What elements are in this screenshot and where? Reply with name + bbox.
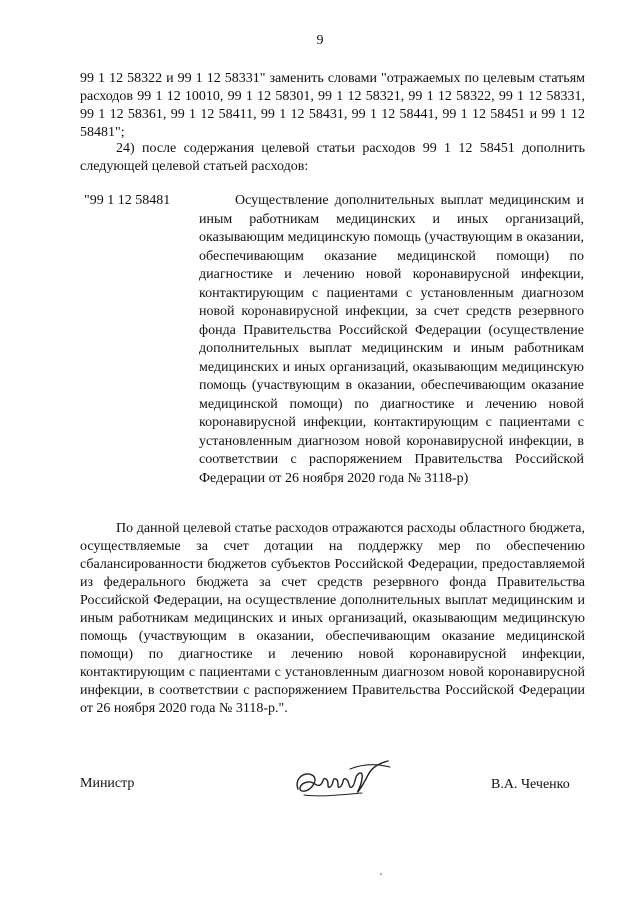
article-code: "99 1 12 58481 [84,193,171,208]
item-24-paragraph [80,140,585,176]
explanation-paragraph: По данной целевой статье расходов отражаются расходы областного бюджета, осуществляемые за счет дотации на поддержку мер по обеспечению сбалансированности бюджетов субъектов Российской Федерации, предоставляемой из федерального бюджета за счет средств резервного фонда Правительства Российской Федерации, на осуществление дополнительных выплат медицинским и иным работникам медицинских и иных организаций, оказывающим медицинскую помощь (участвующим в оказании, обеспечивающим оказание медицинской помощи) по диагностике и лечению новой коронавирусной инфекции, контактирующим с пациентами с установленным диагнозом новой коронавирусной инфекции, в соответствии с распоряжением Правительства Российской Федерации от 26 ноября 2020 года № 3118-р.". [80,521,585,716]
article-description: Осуществление дополнительных выплат медицинским и иным работникам медицинских и иных организаций, оказывающим медицинскую помощь (участвующим в оказании, обеспечивающим оказание медицинской помощи) по диагностике и лечению новой коронавирусной инфекции, контактирующим с пациентами с установленным диагнозом новой коронавирусной инфекции, за счет средств резервного фонда Правительства Российской Федерации (осуществление дополнительных выплат медицинским и иным работникам медицинских и иных организаций, оказывающим медицинскую помощь (участвующим в оказании, обеспечивающим оказание медицинской помощи) по диагностике и лечению новой коронавирусной инфекции, контактирующим с пациентами с установленным диагнозом новой коронавирусной инфекции, в соответствии с распоряжением Правительства Российской Федерации от 26 ноября 2020 года № 3118-р) [199,193,584,486]
amendment-paragraph: 99 1 12 58322 и 99 1 12 58331" заменить словами "отражаемых по целевым статьям расходов 99 1 12 10010, 99 1 12 58301, 99 1 12 58321, 99 1 12 58322, 99 1 12 58331, 99 1 12 58361, 99 1 12 58411, 99 1 12 58431, 99 1 12 58441, 99 1 12 58451 и 99 1 12 58481"; [80,71,585,140]
scan-speck [380,873,382,875]
signatory-name: В.А. Чеченко [491,777,570,792]
page-number: 9 [316,33,324,48]
item-24-text: 24) после содержания целевой статьи расходов 99 1 12 58451 дополнить следующей целевой статьей расходов: [80,141,585,174]
handwritten-signature [290,757,400,807]
signatory-title: Министр [80,776,135,791]
